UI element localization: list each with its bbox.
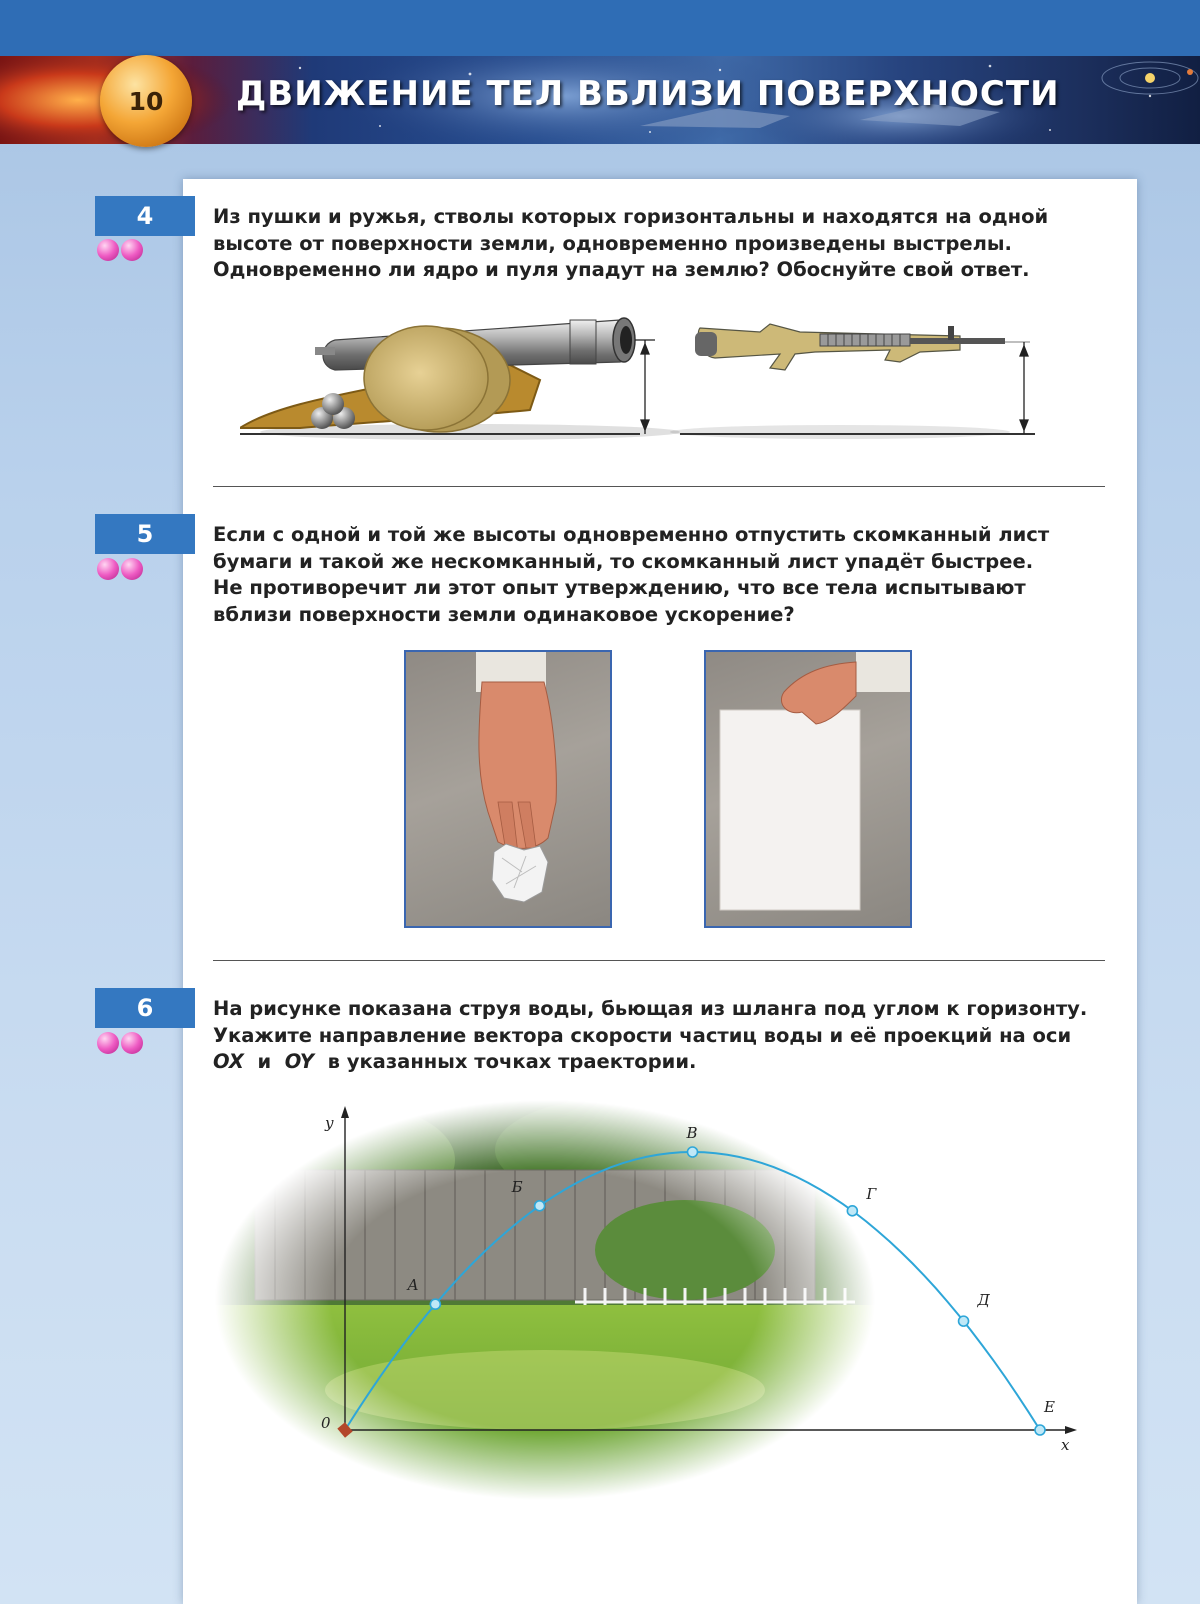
difficulty-dots xyxy=(97,1032,147,1054)
hand-with-flat-paper-icon xyxy=(706,652,910,926)
height-arrow-icon xyxy=(1020,342,1028,434)
task-line: вблизи поверхности земли одинаковое ускорение? xyxy=(213,602,795,626)
trajectory-point xyxy=(535,1201,545,1211)
axis-oy-label: OY xyxy=(284,1050,315,1073)
origin-label: 0 xyxy=(321,1414,331,1432)
trajectory-point xyxy=(847,1206,857,1216)
difficulty-dot-icon xyxy=(97,558,119,580)
task-line: высоте от поверхности земли, одновременно произведены выстрелы. xyxy=(213,231,1012,255)
difficulty-dot-icon xyxy=(97,239,119,261)
chapter-title: ДВИЖЕНИЕ ТЕЛ ВБЛИЗИ ПОВЕРХНОСТИ xyxy=(236,74,1060,114)
y-axis-label: y xyxy=(325,1114,334,1132)
task-number-badge xyxy=(95,196,195,236)
garden-scene-image xyxy=(215,1100,875,1500)
chapter-number-badge xyxy=(100,55,192,147)
task-number: 4 xyxy=(136,202,154,230)
task-number-badge xyxy=(95,514,195,554)
task-number-badge xyxy=(95,988,195,1028)
task-text xyxy=(213,996,1113,1076)
task-number: 6 xyxy=(136,994,154,1022)
task-text xyxy=(213,522,1113,628)
height-arrow-icon xyxy=(635,340,655,434)
cannon-icon xyxy=(240,318,635,432)
trajectory-point-label: Б xyxy=(511,1177,523,1196)
task-line: Не противоречит ли этот опыт утверждению, что все тела испытывают xyxy=(213,576,1026,599)
difficulty-dot-icon xyxy=(121,239,143,261)
task-line: бумаги и такой же нескомканный, то скомканный лист упадёт быстрее. xyxy=(213,549,1034,573)
trajectory-point-label: Д xyxy=(977,1291,990,1310)
top-band xyxy=(0,0,1200,56)
task-number: 5 xyxy=(136,520,154,548)
trajectory-point-label: В xyxy=(686,1124,698,1142)
task-line: Если с одной и той же высоты одновременно отпустить скомканный лист xyxy=(213,523,1050,546)
section-divider xyxy=(213,486,1105,487)
trajectory-point-label: Е xyxy=(1044,1398,1055,1416)
rifle-icon xyxy=(695,324,1005,370)
task-line: На рисунке показана струя воды, бьющая из шланга под углом к горизонту. xyxy=(213,997,1088,1020)
trajectory-point-label: А xyxy=(407,1276,419,1295)
flat-paper-photo xyxy=(704,650,912,928)
section-divider xyxy=(213,960,1105,961)
difficulty-dots xyxy=(97,558,147,580)
trajectory-point xyxy=(1035,1425,1045,1435)
difficulty-dot-icon xyxy=(121,1032,143,1054)
trajectory-point xyxy=(688,1147,698,1157)
axis-ox-label: OX xyxy=(213,1050,244,1073)
difficulty-dot-icon xyxy=(121,558,143,580)
crumpled-paper-photo xyxy=(404,650,612,928)
task-text xyxy=(213,204,1113,284)
task-line: Из пушки и ружья, стволы которых горизонтальны и находятся на одной xyxy=(213,205,1049,228)
water-jet-trajectory-figure xyxy=(215,1100,1115,1500)
task-line xyxy=(213,1049,1113,1076)
difficulty-dot-icon xyxy=(97,1032,119,1054)
conjunction: и xyxy=(257,1050,272,1073)
x-axis-label: x xyxy=(1061,1436,1070,1454)
trajectory-point xyxy=(430,1299,440,1309)
task-line: Укажите направление вектора скорости частиц воды и её проекций на оси xyxy=(213,1023,1072,1047)
hand-with-crumpled-paper-icon xyxy=(406,652,610,926)
x-axis-arrow-icon xyxy=(1065,1426,1077,1434)
task-line: Одновременно ли ядро и пуля упадут на землю? Обоснуйте свой ответ. xyxy=(213,258,1030,281)
trajectory-point xyxy=(959,1316,969,1326)
task-line-end: в указанных точках траектории. xyxy=(327,1050,697,1073)
cannon-and-rifle-figure xyxy=(240,310,1040,450)
difficulty-dots xyxy=(97,239,147,261)
chapter-number: 10 xyxy=(128,86,164,116)
trajectory-point-label: Г xyxy=(866,1184,877,1203)
